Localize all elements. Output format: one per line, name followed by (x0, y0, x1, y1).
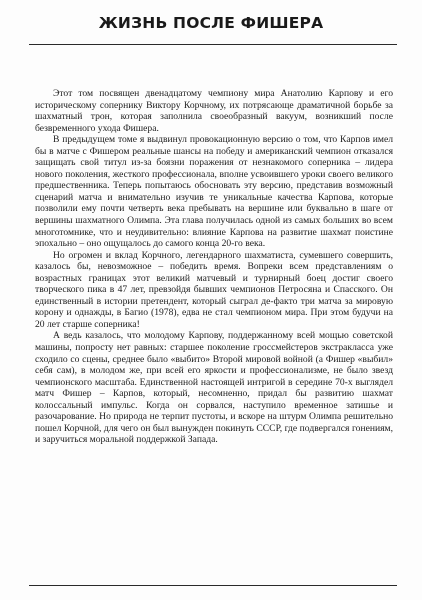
paragraph-1: Этот том посвящен двенадцатому чемпиону мира Анатолию Карпову и его историческому сопернику Виктору Корчному, их потрясающе драматичной борьбе за шахматный трон, которая заполнила своеобразный вакуум, возникший после безвременного ухода Фишера. (35, 88, 393, 134)
bottom-rule (29, 585, 397, 586)
chapter-body (35, 88, 393, 446)
paragraph-2: В предыдущем томе я выдвинул провокационную версию о том, что Карпов имел бы в матче с Фишером реальные шансы на победу и американский чемпион отказался защищать свой титул из-за боязни поражения от незнакомого соперника – лидера нового поколения, жесткого профессионала, вполне усвоившего уроки своего великого предшественника. Теперь попытаюсь обосновать эту версию, представив возможный сценарий матча и внимательно изучив те уникальные качества Карпова, которые позволили ему почти четверть века пребывать на вершине или буквально в шаге от вершины шахматного Олимпа. Эта глава получилась одной из самых больших во всем многотомнике, что и неудивительно: влияние Карпова на развитие шахмат поистине эпохально – оно ощущалось до самого конца 20-го века. (35, 134, 393, 250)
chapter-title: ЖИЗНЬ ПОСЛЕ ФИШЕРА (98, 14, 324, 32)
top-rule (29, 44, 397, 45)
paragraph-3: Но огромен и вклад Корчного, легендарного шахматиста, сумевшего совершить, казалось бы, невозможное – победить время. Вопреки всем представлениям о возрастных границах этот великий матчевый и турнирный боец достиг своего творческого пика в 47 лет, превзойдя бывших чемпионов Петросяна и Спасского. Он единственный в истории претендент, который сыграл де-факто три матча за мировую корону и однажды, в Багио (1978), едва не стал чемпионом мира. При этом будучи на 20 лет старше соперника! (35, 249, 393, 330)
paragraph-4: А ведь казалось, что молодому Карпову, поддержанному всей мощью советской машины, попросту нет равных: старшее поколение гроссмейстеров экстракласса уже сходило со сцены, среднее было «выбито» Второй мировой войной (а Фишер «выбил» себя сам), в молодом же, при всей его яркости и профессионализме, не было звезд чемпионского масштаба. Единственной настоящей интригой в середине 70-х выглядел матч Фишер – Карпов, который, несомненно, придал бы развитию шахмат колоссальный импульс. Когда он сорвался, наступило временное затишье и разочарование. Но природа не терпит пустоты, и вскоре на штурм Олимпа решительно пошел Корчной, для чего он был вынужден покинуть СССР, где подвергался гонениям, и заручиться моральной поддержкой Запада. (35, 330, 393, 446)
